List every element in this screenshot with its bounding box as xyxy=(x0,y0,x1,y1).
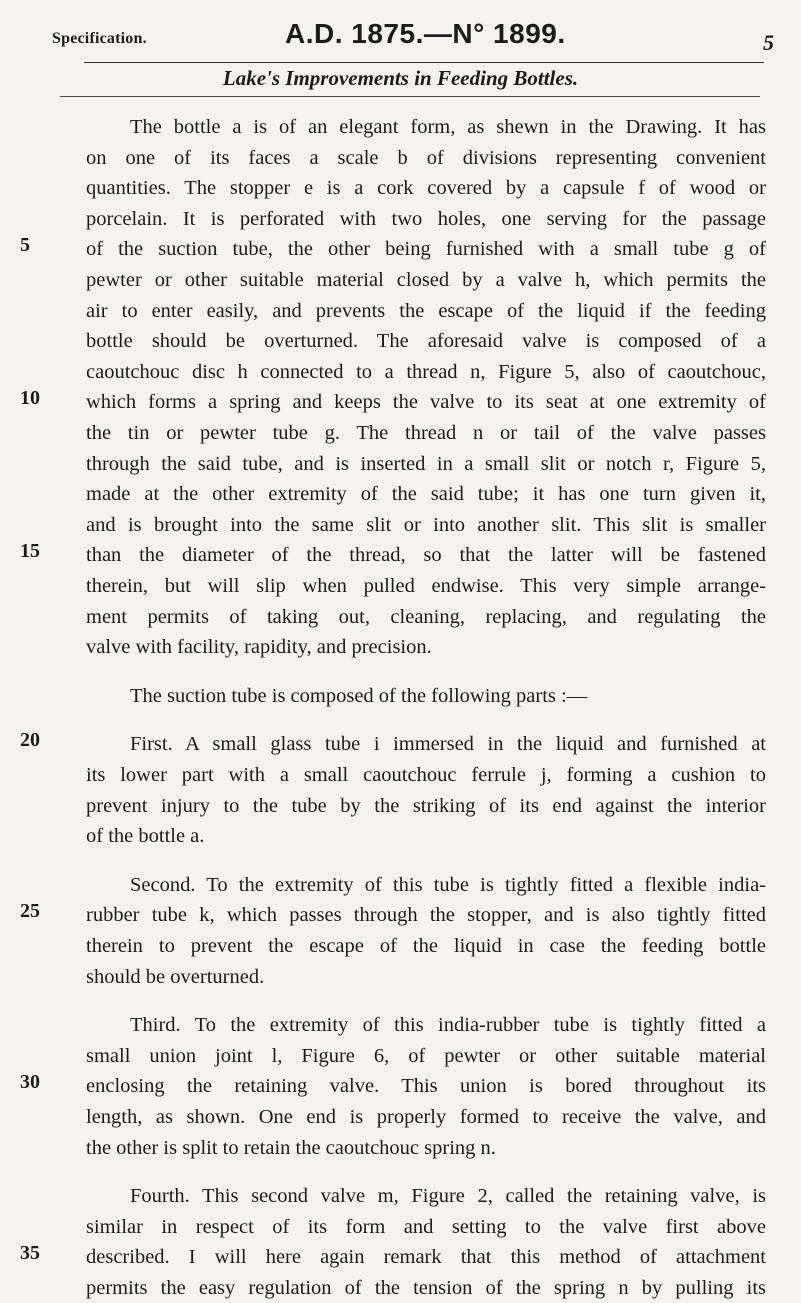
line-text: the other is split to retain the caoutchouc spring n. xyxy=(86,1136,496,1159)
text-line xyxy=(0,234,801,264)
line-text: through the said tube, and is inserted in a small slit or notch r, Figure 5, xyxy=(86,452,766,475)
patent-number-title: A.D. 1875.—N° 1899. xyxy=(285,18,566,49)
line-text: air to enter easily, and prevents the escape of the liquid if the feeding xyxy=(86,299,766,322)
text-line xyxy=(0,729,801,759)
line-text: valve with facility, rapidity, and precision. xyxy=(86,636,432,659)
line-text: of the bottle a. xyxy=(86,825,205,848)
page-header xyxy=(52,18,772,58)
line-text: permits the easy regulation of the tension of the spring n by pulling its xyxy=(86,1277,766,1299)
line-number: 20 xyxy=(20,729,40,752)
line-text: its lower part with a small caoutchouc ferrule j, forming a cushion to xyxy=(86,764,766,786)
text-line xyxy=(0,204,801,234)
text-line xyxy=(0,112,801,142)
text-line xyxy=(0,900,801,930)
line-number: 25 xyxy=(20,900,40,923)
line-text: Second. To the extremity of this tube is tightly fitted a flexible india- xyxy=(130,873,766,896)
line-text: Third. To the extremity of this india-rubber tube is tightly fitted a xyxy=(130,1014,766,1037)
line-text: therein, but will slip when pulled endwise. This very simple arrange- xyxy=(86,575,766,597)
text-line xyxy=(0,962,801,992)
line-number: 15 xyxy=(20,540,40,563)
text-line xyxy=(0,1212,801,1242)
line-text: than the diameter of the thread, so that the latter will be fastened xyxy=(86,544,766,567)
line-text: which forms a spring and keeps the valve to its seat at one extremity of xyxy=(86,391,766,414)
text-line xyxy=(0,760,801,790)
text-line xyxy=(0,357,801,387)
text-line xyxy=(0,1181,801,1211)
line-text: ment permits of taking out, cleaning, replacing, and regulating the xyxy=(86,605,766,628)
text-line xyxy=(0,632,801,662)
line-number: 10 xyxy=(20,387,40,410)
text-line xyxy=(0,791,801,821)
line-text: small union joint l, Figure 6, of pewter or other suitable material xyxy=(86,1044,766,1067)
line-number: 35 xyxy=(20,1242,40,1265)
line-text: quantities. The stopper e is a cork covered by a capsule f of wood or xyxy=(86,177,766,200)
line-text: on one of its faces a scale b of divisions representing convenient xyxy=(86,146,766,169)
line-text: prevent injury to the tube by the striking of its end against the interior xyxy=(86,794,766,817)
text-line xyxy=(0,1133,801,1163)
line-text: caoutchouc disc h connected to a thread n, Figure 5, also of caoutchouc, xyxy=(86,360,766,383)
line-text: porcelain. It is perforated with two holes, one serving for the passage xyxy=(86,207,766,230)
page-number: 5 xyxy=(763,30,774,55)
text-line xyxy=(0,540,801,570)
text-line xyxy=(0,571,801,601)
text-line xyxy=(0,418,801,448)
header-rule-bottom xyxy=(60,96,760,97)
text-line xyxy=(0,1273,801,1303)
text-line xyxy=(0,1041,801,1071)
line-text: the tin or pewter tube g. The thread n or tail of the valve passes xyxy=(86,422,766,444)
line-text: made at the other extremity of the said tube; it has one turn given it, xyxy=(86,483,766,506)
line-text: The suction tube is composed of the following parts :— xyxy=(130,684,588,707)
line-text: The bottle a is of an elegant form, as shewn in the Drawing. It has xyxy=(130,116,766,138)
running-title: Lake's Improvements in Feeding Bottles. xyxy=(222,66,579,90)
line-text: and is brought into the same slit or into another slit. This slit is smaller xyxy=(86,513,766,536)
text-line xyxy=(0,931,801,961)
line-number: 5 xyxy=(20,234,30,257)
text-line xyxy=(0,143,801,173)
line-text: length, as shown. One end is properly formed to receive the valve, and xyxy=(86,1106,766,1128)
specification-label: Specification. xyxy=(52,30,147,47)
line-text: rubber tube k, which passes through the stopper, and is also tightly fitted xyxy=(86,904,766,927)
text-line xyxy=(0,326,801,356)
line-text: enclosing the retaining valve. This union is bored throughout its xyxy=(86,1075,766,1098)
text-line xyxy=(0,1242,801,1272)
text-line xyxy=(0,681,801,711)
line-text: Fourth. This second valve m, Figure 2, called the retaining valve, is xyxy=(130,1185,766,1208)
text-line xyxy=(0,265,801,295)
text-line xyxy=(0,296,801,326)
text-line xyxy=(0,602,801,632)
text-line xyxy=(0,449,801,479)
text-line xyxy=(0,1010,801,1040)
line-text: First. A small glass tube i immersed in the liquid and furnished at xyxy=(130,733,766,756)
line-text: should be overturned. xyxy=(86,965,265,988)
text-line xyxy=(0,387,801,417)
text-line xyxy=(0,821,801,851)
line-number: 30 xyxy=(20,1071,40,1094)
text-line xyxy=(0,870,801,900)
header-rule-top xyxy=(84,62,764,63)
line-text: similar in respect of its form and setting to the valve first above xyxy=(86,1215,766,1238)
text-line xyxy=(0,479,801,509)
text-line xyxy=(0,510,801,540)
line-text: bottle should be overturned. The aforesaid valve is composed of a xyxy=(86,330,766,353)
line-text: of the suction tube, the other being furnished with a small tube g of xyxy=(86,238,766,261)
text-line xyxy=(0,173,801,203)
line-text: pewter or other suitable material closed by a valve h, which permits the xyxy=(86,269,766,291)
line-text: described. I will here again remark that this method of attachment xyxy=(86,1246,766,1269)
line-text: therein to prevent the escape of the liquid in case the feeding bottle xyxy=(86,935,766,957)
text-line xyxy=(0,1071,801,1101)
text-line xyxy=(0,1102,801,1132)
